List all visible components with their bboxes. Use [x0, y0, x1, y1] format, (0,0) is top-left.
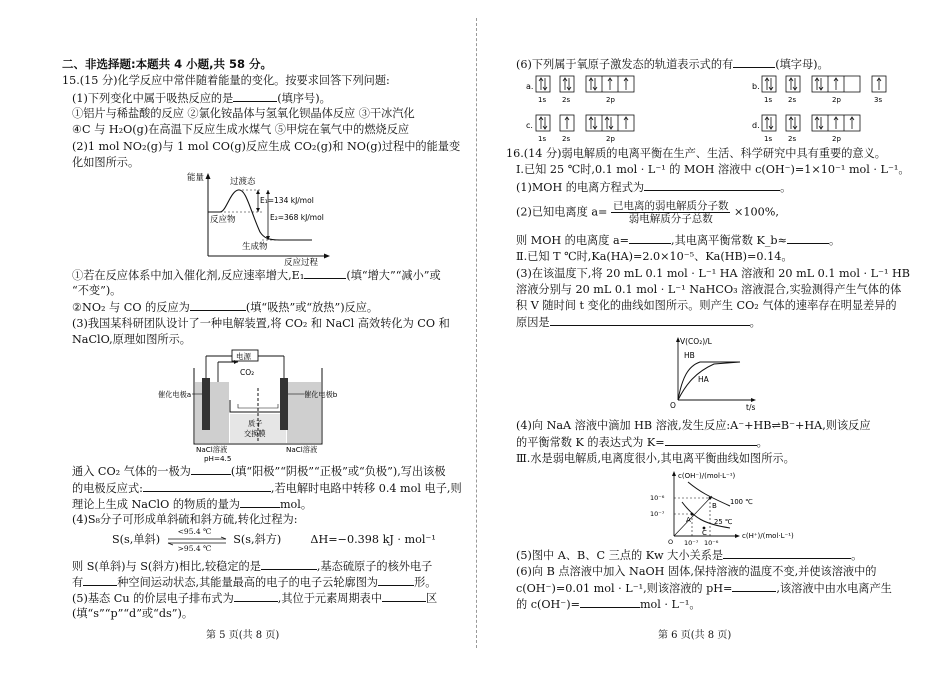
q16-1: (1)MOH 的电离方程式为 。 — [516, 181, 792, 194]
y-tick-2: 10⁻⁷ — [650, 510, 665, 518]
label-ha: HA — [698, 375, 709, 384]
q16-5: (5)图中 A、B、C 三点的 Kw 大小关系是 。 — [516, 549, 863, 562]
answer-blank[interactable] — [143, 480, 271, 492]
q15-4: (4)S₈分子可形成单斜硫和斜方硫,转化过程为: — [72, 513, 298, 526]
answer-blank[interactable] — [733, 56, 775, 68]
section-title: 二、非选择题:本题共 4 小题,共 58 分。 — [62, 57, 272, 71]
q15-4-l2: 有 种空间运动状态,其能量最高的电子的电子云轮廓图为 形。 — [72, 576, 437, 589]
answer-blank[interactable] — [580, 596, 640, 608]
answer-blank[interactable] — [732, 580, 776, 592]
q15-5-hint: (填“s”“p”“d”或“ds”)。 — [72, 607, 194, 620]
svg-text:d.: d. — [752, 121, 760, 130]
e2-label: E₂=368 kJ/mol — [270, 213, 324, 222]
svg-text:2s: 2s — [788, 96, 797, 104]
q16-4-line-2: 的平衡常数 K 的表达式为 K= 。 — [516, 436, 768, 449]
page-6 — [476, 0, 950, 673]
q15-5: (5)基态 Cu 的价层电子排布式为 ,其位于元素周期表中 区 — [72, 592, 438, 605]
orbital-option-d — [752, 115, 860, 143]
x-axis-label: 反应过程 — [284, 258, 319, 268]
orbital-option-b — [752, 76, 886, 104]
q16-6-line-3: 的 c(OH⁻)= mol · L⁻¹。 — [516, 598, 701, 611]
answer-blank[interactable] — [629, 232, 671, 244]
answer-blank[interactable] — [83, 574, 117, 586]
answer-blank[interactable] — [191, 463, 231, 475]
reactant-label: 反应物 — [210, 215, 236, 225]
answer-blank[interactable] — [240, 496, 280, 508]
svg-text:2p: 2p — [832, 135, 841, 143]
answer-blank[interactable] — [233, 90, 277, 102]
q16-6-line-1: (6)向 B 点溶液中加入 NaOH 固体,保持溶液的温度不变,并使该溶液中的 — [516, 565, 877, 578]
q16-3-line-4: 原因是 。 — [516, 316, 761, 329]
q16-2-b: 则 MOH 的电离度 a= ,其电离平衡常数 K_b≈ 。 — [516, 234, 841, 247]
gas-graph-origin: O — [670, 401, 676, 410]
q15-2-ii: ②NO₂ 与 CO 的反应为 (填“吸热”或“放热”)反应。 — [72, 301, 379, 314]
electrolysis-diagram — [158, 348, 358, 463]
q16-part-I: Ⅰ.已知 25 ℃时,0.1 mol · L⁻¹ 的 MOH 溶液中 c(OH⁻)=1×10⁻¹ mol · L⁻¹。 — [516, 163, 910, 176]
energy-diagram — [186, 170, 334, 266]
water-graph-xlabel: c(H⁺)/(mol·L⁻¹) — [742, 532, 794, 540]
q16-intro: 16.(14 分)弱电解质的电离平衡在生产、生活、科学研究中具有重要的意义。 — [506, 147, 886, 160]
answer-blank[interactable] — [234, 590, 278, 602]
q16-3-line-2: 溶液分别与 20 mL 0.1 mol · L⁻¹ NaHCO₃ 溶液混合,实验测得产生气体的体 — [516, 283, 902, 296]
svg-text:1s: 1s — [538, 96, 547, 104]
answer-blank[interactable] — [304, 267, 346, 279]
svg-text:c.: c. — [526, 121, 533, 130]
electrode-b — [280, 378, 288, 430]
answer-blank[interactable] — [261, 558, 317, 570]
gas-graph-ylabel: V(CO₂)/L — [680, 337, 712, 346]
label-25c: 25 ℃ — [714, 518, 733, 526]
gas-volume-graph — [666, 334, 762, 414]
eq-top-condition: <95.4 ℃ — [177, 527, 212, 536]
svg-text:3s: 3s — [874, 96, 883, 104]
q15-3-c2: 的电极反应式: ,若电解时电路中转移 0.4 mol 电子,则 — [72, 482, 462, 495]
y-tick-1: 10⁻⁶ — [650, 494, 665, 502]
q15-3-line-2: NaClO,原理如图所示。 — [72, 333, 191, 346]
curve-hb — [678, 362, 740, 400]
q15-4-l1: 则 S(单斜)与 S(斜方)相比,较稳定的是 ,基态硫原子的核外电子 — [72, 560, 433, 573]
water-graph-origin: O — [668, 538, 674, 546]
answer-blank[interactable] — [550, 314, 750, 326]
electrode-a — [202, 378, 210, 430]
water-ionization-graph — [648, 468, 794, 547]
q15-1: (1)下列变化中属于吸热反应的是 (填序号)。 — [72, 92, 331, 105]
q15-2-i-cont: “不变”)。 — [72, 284, 122, 297]
co2-label: CO₂ — [240, 368, 255, 377]
answer-blank[interactable] — [190, 299, 246, 311]
orbital-option-c — [526, 115, 634, 143]
product-label: 生成物 — [242, 242, 268, 252]
right-solution-label: NaCl溶液 — [286, 445, 318, 454]
eq-bottom-condition: >95.4 ℃ — [177, 544, 212, 553]
svg-text:2s: 2s — [562, 96, 571, 104]
y-axis-label: 能量 — [187, 173, 205, 183]
svg-text:2p: 2p — [606, 135, 615, 143]
point-a-label: A — [686, 516, 691, 524]
svg-text:a.: a. — [526, 82, 534, 91]
membrane-label-1: 质子 — [248, 419, 263, 428]
orbital-diagrams — [526, 72, 926, 143]
x-tick-1: 10⁻⁷ — [684, 539, 699, 547]
q15-3-c3: 理论上生成 NaClO 的物质的量为 mol。 — [72, 498, 313, 511]
water-graph-ylabel: c(OH⁻)/(mol·L⁻¹) — [678, 472, 736, 480]
ionization-fraction: $\frac{\text{已电离的弱电解质分子数}}{\text{弱电解质分子总数}}$ — [612, 200, 729, 225]
q16-4-line-1: (4)向 NaA 溶液中滴加 HB 溶液,发生反应:A⁻+HB⇌B⁻+HA,则该反应 — [516, 419, 871, 432]
q15-6: (6)下列属于氧原子激发态的轨道表示式的有 (填字母)。 — [516, 58, 829, 71]
e1-label: E₁=134 kJ/mol — [260, 196, 314, 205]
left-solution-label: NaCl溶液 — [196, 445, 228, 454]
q16-part-III: Ⅲ.水是弱电解质,电离度很小,其电离平衡曲线如图所示。 — [516, 452, 795, 465]
q15-3-line-1: (3)我国某科研团队设计了一种电解装置,将 CO₂ 和 NaCl 高效转化为 CO 和 — [72, 317, 450, 330]
answer-blank[interactable] — [644, 179, 780, 191]
svg-text:2s: 2s — [788, 135, 797, 143]
q15-intro: 15.(15 分)化学反应中常伴随着能量的变化。按要求回答下列问题: — [62, 74, 390, 87]
q16-part-II: Ⅱ.已知 T ℃时,Ka(HA)=2.0×10⁻⁵、Ka(HB)=0.14。 — [516, 250, 793, 263]
page-footer-6: 第 6 页(共 8 页) — [658, 630, 732, 641]
q16-2: (2)已知电离度 a= $\frac{\text{已电离的弱电解质分子数}}{\text{弱电解质分子总数}}$ ×100%, — [516, 200, 779, 225]
page-footer-5: 第 5 页(共 8 页) — [206, 630, 280, 641]
svg-text:2s: 2s — [562, 135, 571, 143]
answer-blank[interactable] — [723, 547, 851, 559]
curve-100c — [688, 482, 730, 506]
q16-6-line-2: c(OH⁻)=0.01 mol · L⁻¹,则该溶液的 pH= ,该溶液中由水电离产生 — [516, 582, 892, 595]
membrane-label-2: 交换膜 — [244, 429, 266, 438]
power-source-label: 电源 — [236, 352, 251, 361]
svg-text:1s: 1s — [764, 135, 773, 143]
x-tick-2: 10⁻⁶ — [704, 539, 719, 547]
point-b-label: B — [712, 502, 717, 510]
svg-text:2p: 2p — [832, 96, 841, 104]
label-100c: 100 ℃ — [730, 498, 753, 506]
svg-text:b.: b. — [752, 82, 760, 91]
q16-3-line-1: (3)在该温度下,将 20 mL 0.1 mol · L⁻¹ HA 溶液和 20 mL 0.1 mol · L⁻¹ HB — [516, 267, 910, 280]
point-c-label: C — [702, 529, 707, 537]
q15-1-options-2: ④C 与 H₂O(g)在高温下反应生成水煤气 ⑤甲烷在氧气中的燃烧反应 — [72, 123, 410, 136]
curve-ha — [678, 362, 740, 400]
electrode-b-label: 催化电极b — [304, 390, 338, 399]
answer-blank[interactable] — [665, 434, 757, 446]
sulfur-equation: S(s,单斜) <95.4 ℃ >95.4 ℃ S(s,斜方) ΔH=−0.398 kJ · mol⁻¹ — [112, 527, 436, 553]
q15-3-c1: 通入 CO₂ 气体的一极为 (填“阳极”“阴极”“正极”或“负极”),写出该极 — [72, 465, 446, 478]
answer-blank[interactable] — [787, 232, 829, 244]
svg-text:2p: 2p — [606, 96, 615, 104]
electrode-a-label: 催化电极a — [158, 390, 192, 399]
label-hb: HB — [684, 351, 695, 360]
q15-1-options-1: ①铝片与稀盐酸的反应 ②氯化铵晶体与氢氧化钡晶体反应 ③干冰汽化 — [72, 107, 415, 120]
answer-blank[interactable] — [378, 574, 414, 586]
answer-blank[interactable] — [382, 590, 426, 602]
transition-state-label: 过渡态 — [230, 177, 256, 187]
left-ph-label: pH=4.5 — [204, 454, 232, 463]
q15-2-line-2: 化如图所示。 — [72, 156, 140, 169]
svg-text:1s: 1s — [538, 135, 547, 143]
orbital-option-a — [526, 76, 634, 104]
q16-3-line-3: 积 V 随时间 t 变化的曲线如图所示。则产生 CO₂ 气体的速率存在明显差异的 — [516, 299, 897, 312]
q15-2-i: ①若在反应体系中加入催化剂,反应速率增大,E₁ (填“增大”“减小”或 — [72, 269, 441, 282]
gas-graph-xlabel: t/s — [746, 403, 756, 412]
q15-2-line-1: (2)1 mol NO₂(g)与 1 mol CO(g)反应生成 CO₂(g)和 NO(g)过程中的能量变 — [72, 140, 461, 153]
svg-text:1s: 1s — [764, 96, 773, 104]
